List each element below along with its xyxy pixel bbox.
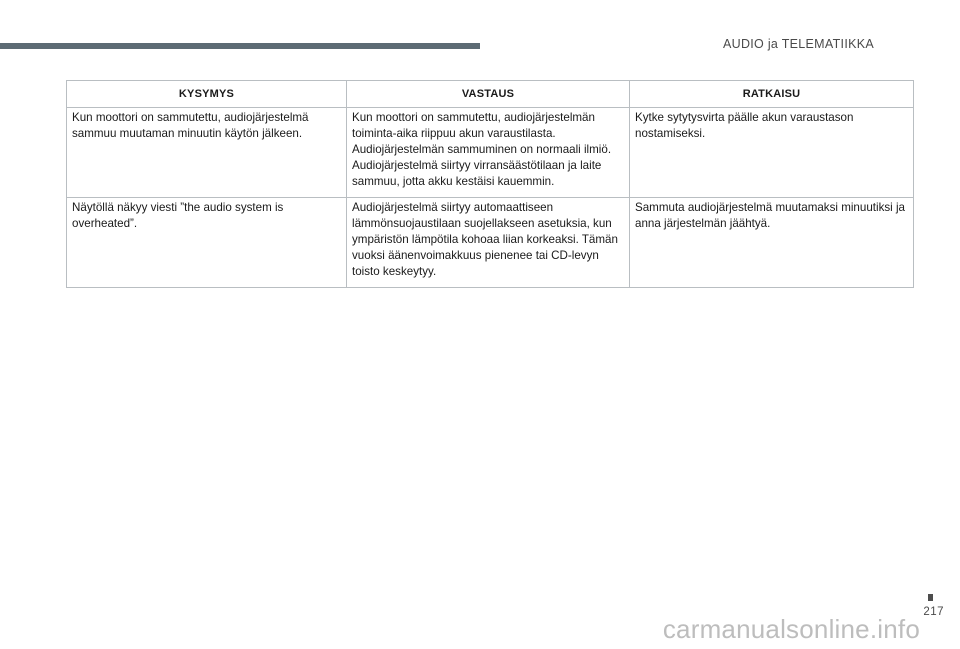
troubleshooting-table xyxy=(66,80,914,288)
column-header-answer: VASTAUS xyxy=(347,81,630,108)
header-accent-bar xyxy=(0,43,480,49)
question-cell: Kun moottori on sammutettu, audiojärjestelmä sammuu muutaman minuutin käytön jälkeen. xyxy=(67,108,347,198)
column-header-solution: RATKAISU xyxy=(630,81,914,108)
answer-cell: Kun moottori on sammutettu, audiojärjestelmän toiminta-aika riippuu akun varaustilasta. Audiojärjestelmän sammuminen on normaali ilmiö. Audiojärjestelmä siirtyy virransäästötilaan ja laite sammuu, jotta akku kestäisi kauemmin. xyxy=(347,108,630,198)
section-title: AUDIO ja TELEMATIIKKA xyxy=(722,37,874,51)
watermark-text: carmanualsonline.info xyxy=(662,614,920,644)
page-marker-square xyxy=(928,594,933,601)
table-row xyxy=(67,198,914,288)
solution-cell: Kytke sytytysvirta päälle akun varaustason nostamiseksi. xyxy=(630,108,914,198)
question-cell: Näytöllä näkyy viesti ”the audio system is overheated”. xyxy=(67,198,347,288)
table-row xyxy=(67,108,914,198)
solution-cell: Sammuta audiojärjestelmä muutamaksi minuutiksi ja anna järjestelmän jäähtyä. xyxy=(630,198,914,288)
answer-cell: Audiojärjestelmä siirtyy automaattiseen lämmönsuojaustilaan suojellakseen asetuksia, kun ympäristön lämpötila kohoaa liian korkeaksi. Tämän vuoksi äänenvoimakkuus pienenee tai CD-levyn toisto keskeytyy. xyxy=(347,198,630,288)
table-header-row xyxy=(67,81,914,108)
page-number: 217 xyxy=(923,606,944,618)
column-header-question: KYSYMYS xyxy=(67,81,347,108)
